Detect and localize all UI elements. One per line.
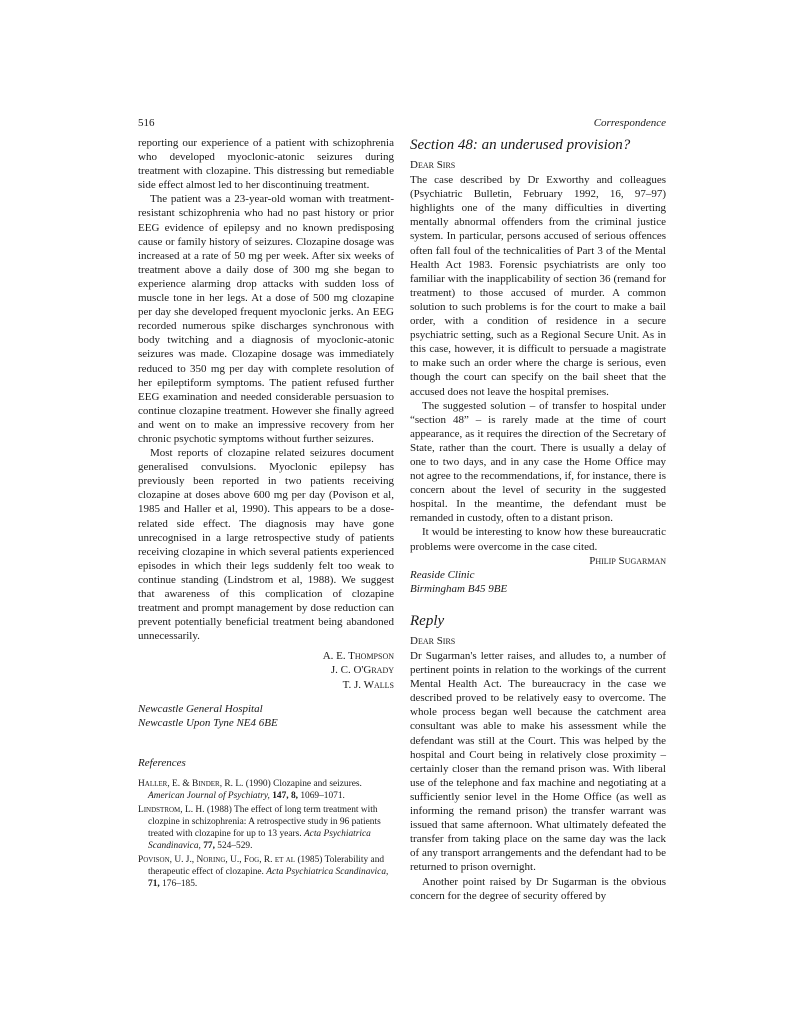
reference-text: (1988) The effect of long term treatment with clozpine in schizophrenia: A retrospective study in 96 patients treated with clozapine for up to 13 years. — [148, 804, 381, 839]
reply-paragraph-1: Dr Sugarman's letter raises, and alludes to, a number of pertinent points in relation to the workings of the current Mental Health Act. The bureaucracy in the case we described proved to be relatively easy to overcome. The whole process began well because the catchment area consultant was able to make his assessment while the defendant was still at the Court. This was helped by the hospital and Court being in relatively close proximity – certainly closer than the remand prison was. With liberal use of the telephone and fax machine and negotiating at a sufficiently senior level in the Home Office (as well as informing the remand prison) the transfer warrant was issued that same afternoon. What ultimately defeated the transfer from taking place on the same day was the lack of any transport arrangements and the defendant had to be returned to prison overnight. — [410, 650, 666, 874]
reply-paragraph-2: Another point raised by Dr Sugarman is the obvious concern for the degree of security offered by — [410, 875, 666, 902]
letter-paragraph-1: The case described by Dr Exworthy and colleagues (Psychiatric Bulletin, February 1992, 16, 97–97) highlights one of the many difficulties in diverting mentally abnormal offenders from the criminal justice system. In particular, persons accused of serious offences often fall foul of the technicalities of Part 3 of the Mental Health Act 1983. Forensic psychiatrists are only too familiar with the inapplicability of section 36 (remand for treatment) to those accused of murder. A common solution to such problems is for the court to make a bail order, with a condition of residence in a secure psychiatric setting, such as a Regional Secure Unit. As in this case, however, it is difficult to persuade a magistrate to make such an order where the charge is serious, even though the court can specify on the bail sheet that the accused does not leave the hospital premises. — [410, 174, 666, 398]
right-column — [410, 136, 666, 903]
left-column — [138, 136, 394, 892]
page-number: 516 — [138, 117, 155, 129]
references-heading: References — [138, 756, 186, 769]
reference-journal: Acta Psychiatrica Scandinavica, — [266, 866, 389, 877]
letter-paragraph-3: It would be interesting to know how these bureaucratic problems were overcome in the case cited. — [410, 526, 666, 553]
left-paragraph-3: Most reports of clozapine related seizures document generalised convulsions. Myoclonic epilepsy has previously been reported in two patients receiving clozapine at doses above 600 mg per day (Povison et al, 1985 and Haller et al, 1990). This appears to be a dose-related side effect. The diagnosis may have gone unrecognised in a large retrospective study of patients receiving clozapine in which several patients experienced episodes in which their legs suddenly felt too weak to continue standing (Lindstrom et al, 1988). We suggest that awareness of this complication of clozapine treatment and prompt management by dose reduction can prevent potentially beneficial treatment being abandoned unnecessarily. — [138, 447, 394, 643]
letter-paragraph-2: The suggested solution – of transfer to hospital under “section 48” – is rarely made at the time of court appearance, as it requires the direction of the Secretary of State, rather than the court. There is usually a delay of one to two days, and in any case the Home Office may not agree to the recommendations, if, for instance, there is concern about the level of security in the suggested hospital. In the meantime, the defendant must be remanded in custody, often to a distant prison. — [410, 399, 666, 525]
reference-authors: Povison, U. J., Noring, U., Fog, R. et al — [138, 854, 296, 865]
reference-item — [138, 854, 394, 890]
signatory: J. C. O'Grady — [330, 664, 394, 677]
reply-title: Reply — [410, 612, 445, 629]
reference-pages: 524–529. — [214, 840, 253, 851]
reference-pages: 176–185. — [159, 878, 198, 889]
running-header: Correspondence — [593, 117, 666, 129]
letter-signatory: Philip Sugarman — [589, 554, 666, 567]
reference-item — [138, 804, 394, 852]
signatory: T. J. Walls — [342, 678, 394, 691]
reference-journal: Acta Psychiatrica Scandinavica, — [148, 828, 371, 851]
reference-authors: Lindstrom, L. H. — [138, 804, 205, 815]
salutation: Dear Sirs — [410, 159, 456, 171]
reference-volume: 71, — [148, 878, 160, 889]
reference-pages: 1069–1071. — [297, 790, 345, 801]
letter-address-line: Birmingham B45 9BE — [410, 582, 508, 595]
reference-journal: American Journal of Psychiatry, — [148, 790, 270, 801]
left-paragraph-1: reporting our experience of a patient with schizophrenia who developed myoclonic-atonic seizures during treatment with clozapine. This distressing but remediable side effect almost led to her discontinuing treatment. — [138, 137, 394, 192]
left-paragraph-2: The patient was a 23-year-old woman with treatment-resistant schizophrenia who had no past history or prior EEG evidence of epilepsy and no known predisposing cause or family history of seizures. Clozapine dosage was increased at a rate of 50 mg per week. After six weeks of treatment above a daily dose of 300 mg she began to experience alarming drop attacks with sudden loss of muscle tone in her legs. At a dose of 500 mg clozapine per day she developed frequent myoclonic jerks. An EEG recorded numerous spike discharges synchronous with body twitching and a diagnosis of myoclonic-atonic seizures was made. Clozapine dosage was immediately reduced to 350 mg per day with complete resolution of her epileptiform symptoms. The patient refused further EEG examination and needed considerable persuasion to continue clozapine treatment. However she finally agreed and went on to make an impressive recovery from her chronic psychotic symptoms without further seizures. — [138, 193, 394, 445]
letter-title: Section 48: an underused provision? — [410, 137, 631, 153]
signatory: A. E. Thompson — [322, 650, 394, 663]
address-line: Newcastle Upon Tyne NE4 6BE — [138, 716, 278, 729]
reference-authors: Haller, E. & Binder, R. L. — [138, 778, 244, 789]
reference-text: (1990) Clozapine and seizures. — [243, 778, 362, 789]
reference-text: (1985) Tolerability and therapeutic effect of clozapine. — [148, 854, 385, 877]
reply-salutation: Dear Sirs — [410, 634, 456, 647]
reference-item — [138, 778, 394, 802]
letter-address-line: Reaside Clinic — [410, 568, 475, 581]
reference-volume: 77, — [200, 840, 215, 851]
address-line: Newcastle General Hospital — [138, 702, 263, 715]
reference-volume: 147, 8, — [269, 790, 298, 801]
signatories — [138, 649, 394, 691]
